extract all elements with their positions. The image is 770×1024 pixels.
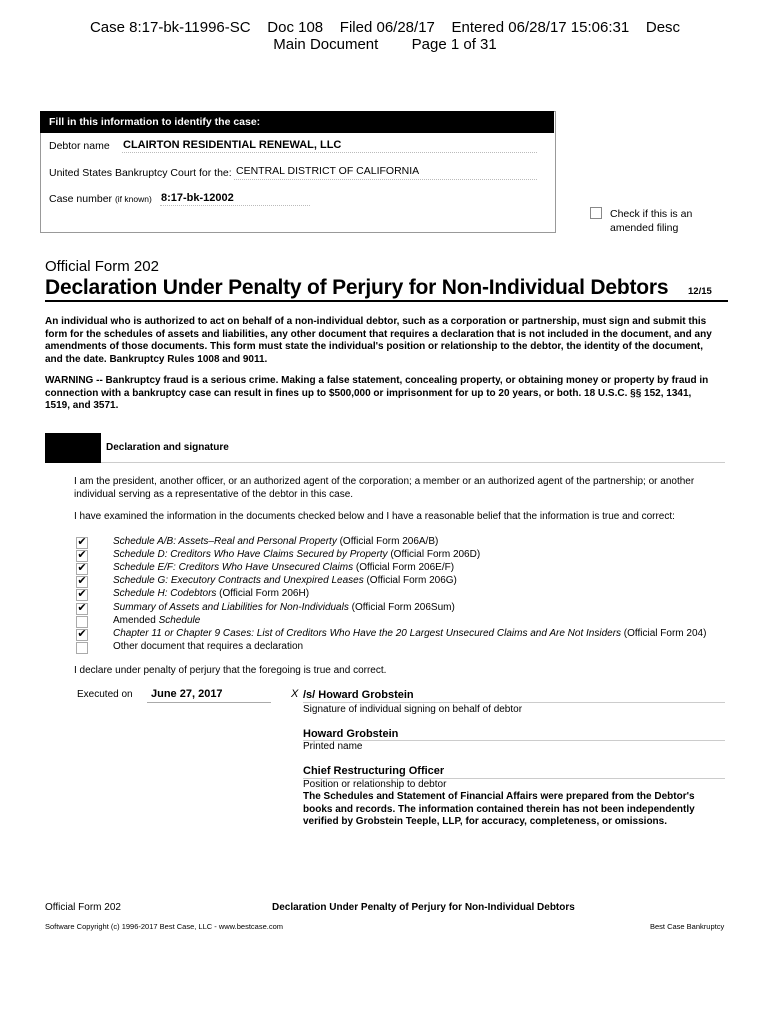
- footer-copyright: Software Copyright (c) 1996-2017 Best Case, LLC - www.bestcase.com: [45, 922, 284, 931]
- schedule-item: [113, 614, 200, 627]
- court-underline: [234, 179, 537, 180]
- schedule-form-ref: Other document that requires a declaration: [113, 641, 304, 652]
- schedule-item: [113, 574, 457, 587]
- check-mark-icon: ✔: [77, 588, 87, 600]
- preparation-note: [303, 791, 695, 829]
- case-info-heading: Fill in this information to identify the case:: [40, 111, 554, 133]
- schedule-checkbox[interactable]: [76, 576, 88, 588]
- schedule-item: [113, 601, 455, 614]
- case-number-value: 8:17-bk-12002: [161, 192, 234, 204]
- schedule-checkbox[interactable]: [76, 550, 88, 562]
- debtor-name-underline: [122, 152, 537, 153]
- position-caption: Position or relationship to debtor: [303, 779, 447, 790]
- warning-line: connection with a bankruptcy case can result in fines up to $500,000 or imprisonment for up to 20 years, or both. 18 U.S.C. §§ 152, 1341,: [45, 387, 692, 399]
- executed-date: June 27, 2017: [151, 688, 223, 700]
- warning-line: WARNING -- Bankruptcy fraud is a serious crime. Making a false statement, concealing property, or obtaining money or property by fraud in: [45, 375, 709, 386]
- printed-name-caption: Printed name: [303, 741, 363, 752]
- schedule-item: [113, 561, 454, 574]
- intro-line: and the date. Bankruptcy Rules 1008 and 9011.: [45, 353, 268, 365]
- schedule-form-ref: (Official Form 206D): [387, 549, 481, 560]
- authority-line: I am the president, another officer, or an authorized agent of the corporation; a member or an authorized agent of the partnership; or another: [74, 476, 695, 487]
- schedule-item: [113, 548, 480, 561]
- schedule-checkbox[interactable]: [76, 589, 88, 601]
- check-mark-icon: ✔: [77, 575, 87, 587]
- warning-line: 1519, and 3571.: [45, 400, 119, 412]
- schedule-checkbox[interactable]: [76, 642, 88, 654]
- title-rule: [45, 300, 728, 302]
- authority-line: individual serving as a representative of the debtor in this case.: [74, 488, 354, 500]
- printed-name-value: Howard Grobstein: [303, 728, 399, 740]
- signature-value: /s/ Howard Grobstein: [303, 689, 414, 701]
- court-value: CENTRAL DISTRICT OF CALIFORNIA: [236, 165, 420, 177]
- case-number-underline: [160, 205, 310, 206]
- check-mark-icon: ✔: [77, 549, 87, 561]
- examined-statement: I have examined the information in the documents checked below and I have a reasonable belief that the information is true and correct:: [74, 511, 675, 522]
- check-mark-icon: ✔: [77, 628, 87, 640]
- footer-title: Declaration Under Penalty of Perjury for Non-Individual Debtors: [272, 902, 575, 913]
- amended-filing-checkbox[interactable]: [590, 207, 602, 219]
- schedule-item: [113, 640, 303, 653]
- warning-paragraph: [45, 375, 725, 413]
- section-rule: [101, 462, 725, 463]
- case-number-label: [49, 193, 152, 205]
- intro-line: form for the schedules of assets and liabilities, any other document that requires a declaration that is not included in the document, and any: [45, 328, 712, 340]
- intro-paragraph: [45, 316, 725, 366]
- schedule-item: [113, 587, 309, 600]
- schedule-form-ref: (Official Form 206G): [363, 575, 457, 586]
- form-title: Declaration Under Penalty of Perjury for Non-Individual Debtors: [45, 276, 669, 299]
- debtor-name-label: Debtor name: [49, 140, 110, 152]
- check-mark-icon: ✔: [77, 602, 87, 614]
- note-line: verified by Grobstein Teeple, LLP, for accuracy, completeness, or omissions.: [303, 816, 668, 828]
- schedule-checkbox[interactable]: [76, 629, 88, 641]
- signature-caption: Signature of individual signing on behalf of debtor: [303, 704, 523, 715]
- case-number-label-text: Case number: [49, 193, 113, 205]
- schedule-checkbox[interactable]: [76, 616, 88, 628]
- schedule-item: [113, 627, 706, 640]
- signature-x-mark: X: [291, 688, 299, 700]
- amended-filing-line1: Check if this is an: [610, 208, 693, 220]
- case-header-line2: Main Document Page 1 of 31: [273, 36, 497, 53]
- executed-on-label: Executed on: [77, 689, 133, 700]
- footer-brand: Best Case Bankruptcy: [650, 922, 725, 931]
- schedule-name: Schedule A/B: Assets–Real and Personal Property: [113, 536, 337, 547]
- footer-form-number: Official Form 202: [45, 902, 121, 913]
- case-header-line1: Case 8:17-bk-11996-SC Doc 108 Filed 06/28/17 Entered 06/28/17 15:06:31 Desc: [89, 19, 681, 36]
- schedule-checkbox[interactable]: [76, 603, 88, 615]
- court-label: United States Bankruptcy Court for the:: [49, 167, 232, 179]
- section-marker: [45, 433, 101, 463]
- schedule-name: Schedule G: Executory Contracts and Unexpired Leases: [113, 575, 364, 586]
- executed-date-underline: [147, 702, 271, 703]
- schedule-checkbox[interactable]: [76, 563, 88, 575]
- form-version: 12/15: [688, 286, 712, 297]
- debtor-name-value: CLAIRTON RESIDENTIAL RENEWAL, LLC: [123, 139, 342, 151]
- schedule-name-suffix: Schedule: [158, 615, 201, 626]
- note-line: books and records. The information contained therein has not been independently: [303, 803, 695, 815]
- schedule-form-ref: (Official Form 204): [621, 628, 707, 639]
- intro-line: amendments of those documents. This form must state the individual's position or relationship to the debtor, the identity of the document,: [45, 341, 703, 353]
- declare-statement: I declare under penalty of perjury that the foregoing is true and correct.: [74, 665, 387, 676]
- schedule-checkbox[interactable]: [76, 537, 88, 549]
- case-number-label-small: (if known): [114, 194, 152, 204]
- signature-underline: [303, 702, 725, 703]
- form-number: Official Form 202: [45, 258, 159, 275]
- schedule-name: Chapter 11 or Chapter 9 Cases: List of Creditors Who Have the 20 Largest Unsecured Claims and Are Not Insiders: [113, 628, 622, 639]
- schedule-form-ref: Amended: [113, 615, 159, 626]
- note-line: The Schedules and Statement of Financial Affairs were prepared from the Debtor's: [303, 791, 695, 802]
- schedule-form-ref: (Official Form 206Sum): [348, 602, 455, 613]
- schedule-form-ref: (Official Form 206H): [216, 588, 310, 599]
- schedule-name: Schedule E/F: Creditors Who Have Unsecured Claims: [113, 562, 354, 573]
- section-title: Declaration and signature: [106, 442, 229, 453]
- check-mark-icon: ✔: [77, 562, 87, 574]
- schedule-form-ref: (Official Form 206A/B): [336, 536, 439, 547]
- intro-line: An individual who is authorized to act on behalf of a non-individual debtor, such as a corporation or partnership, must sign and submit this: [45, 316, 707, 327]
- schedule-form-ref: (Official Form 206E/F): [353, 562, 455, 573]
- amended-filing-label: [610, 207, 692, 235]
- schedule-name: Schedule D: Creditors Who Have Claims Secured by Property: [113, 549, 388, 560]
- schedule-name: Schedule H: Codebtors: [113, 588, 217, 599]
- schedule-item: [113, 535, 438, 548]
- check-mark-icon: ✔: [77, 536, 87, 548]
- authority-paragraph: [74, 476, 724, 501]
- schedule-name: Summary of Assets and Liabilities for Non-Individuals: [113, 602, 349, 613]
- position-value: Chief Restructuring Officer: [303, 765, 445, 777]
- amended-filing-line2: amended filing: [610, 222, 679, 234]
- printed-name-underline: [303, 740, 725, 741]
